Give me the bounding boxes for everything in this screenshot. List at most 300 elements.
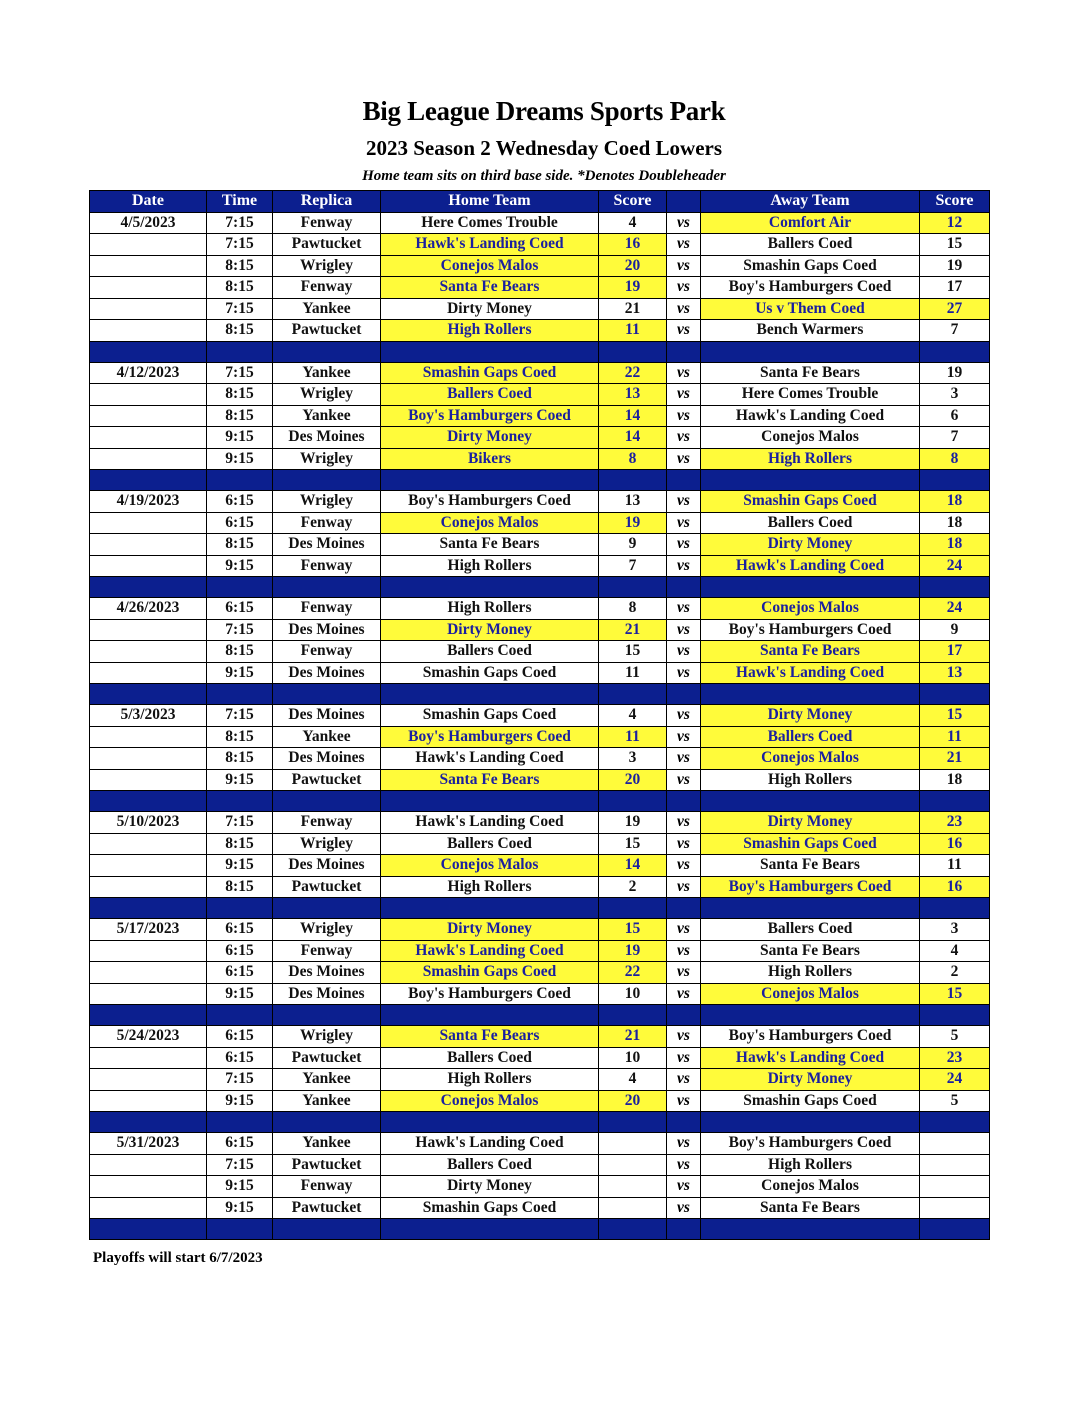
replica-cell: Yankee: [273, 405, 381, 427]
vs-cell: vs: [667, 983, 701, 1005]
separator-cell: [599, 1005, 667, 1026]
separator-cell: [90, 791, 207, 812]
separator-cell: [701, 1219, 920, 1240]
home-team-cell: Ballers Coed: [381, 1047, 599, 1069]
separator-cell: [381, 341, 599, 362]
vs-cell: vs: [667, 940, 701, 962]
vs-cell: vs: [667, 1090, 701, 1112]
home-team-cell: Dirty Money: [381, 298, 599, 320]
time-cell: 9:15: [207, 448, 273, 470]
away-score-cell: 11: [920, 855, 990, 877]
home-score-cell: 16: [599, 234, 667, 256]
replica-cell: Fenway: [273, 277, 381, 299]
away-score-cell: 7: [920, 320, 990, 342]
away-score-cell: 17: [920, 277, 990, 299]
away-score-cell: 17: [920, 641, 990, 663]
home-score-cell: 10: [599, 983, 667, 1005]
home-score-cell: [599, 1133, 667, 1155]
date-cell: [90, 427, 207, 449]
away-score-cell: 15: [920, 705, 990, 727]
separator-cell: [599, 1112, 667, 1133]
date-cell: [90, 983, 207, 1005]
vs-cell: vs: [667, 812, 701, 834]
away-team-cell: High Rollers: [701, 962, 920, 984]
home-team-cell: Dirty Money: [381, 1176, 599, 1198]
time-cell: 9:15: [207, 769, 273, 791]
game-row: [90, 1047, 990, 1069]
time-cell: 7:15: [207, 298, 273, 320]
away-team-cell: Boy's Hamburgers Coed: [701, 876, 920, 898]
away-score-cell: 23: [920, 812, 990, 834]
date-cell: 5/31/2023: [90, 1133, 207, 1155]
vs-cell: vs: [667, 769, 701, 791]
away-team-cell: Santa Fe Bears: [701, 1197, 920, 1219]
vs-cell: vs: [667, 362, 701, 384]
away-score-cell: 19: [920, 362, 990, 384]
separator-cell: [667, 1219, 701, 1240]
home-team-cell: Smashin Gaps Coed: [381, 1197, 599, 1219]
date-cell: [90, 255, 207, 277]
date-cell: [90, 405, 207, 427]
home-team-cell: Ballers Coed: [381, 1154, 599, 1176]
home-score-cell: 2: [599, 876, 667, 898]
separator-cell: [667, 1005, 701, 1026]
time-cell: 6:15: [207, 962, 273, 984]
away-team-cell: Santa Fe Bears: [701, 362, 920, 384]
separator-cell: [920, 577, 990, 598]
away-team-cell: Conejos Malos: [701, 598, 920, 620]
separator-cell: [599, 470, 667, 491]
time-cell: 9:15: [207, 427, 273, 449]
separator-cell: [90, 684, 207, 705]
week-separator: [90, 1219, 990, 1240]
away-score-cell: 19: [920, 255, 990, 277]
separator-cell: [701, 1005, 920, 1026]
game-row: [90, 726, 990, 748]
vs-cell: vs: [667, 512, 701, 534]
away-score-cell: 24: [920, 1069, 990, 1091]
away-score-cell: [920, 1133, 990, 1155]
week-separator: [90, 1005, 990, 1026]
game-row: [90, 234, 990, 256]
separator-cell: [90, 1112, 207, 1133]
time-cell: 9:15: [207, 983, 273, 1005]
home-team-cell: Hawk's Landing Coed: [381, 940, 599, 962]
col-home-team-header: Home Team: [381, 191, 599, 213]
vs-cell: vs: [667, 1047, 701, 1069]
away-team-cell: Hawk's Landing Coed: [701, 555, 920, 577]
week-separator: [90, 341, 990, 362]
date-cell: [90, 555, 207, 577]
time-cell: 8:15: [207, 277, 273, 299]
vs-cell: vs: [667, 1069, 701, 1091]
time-cell: 6:15: [207, 1133, 273, 1155]
date-cell: [90, 726, 207, 748]
vs-cell: vs: [667, 1154, 701, 1176]
home-score-cell: 14: [599, 427, 667, 449]
home-score-cell: 11: [599, 662, 667, 684]
away-team-cell: Dirty Money: [701, 705, 920, 727]
replica-cell: Yankee: [273, 1133, 381, 1155]
separator-cell: [920, 684, 990, 705]
away-team-cell: Santa Fe Bears: [701, 940, 920, 962]
date-cell: [90, 277, 207, 299]
home-score-cell: [599, 1176, 667, 1198]
home-team-cell: Smashin Gaps Coed: [381, 362, 599, 384]
replica-cell: Wrigley: [273, 919, 381, 941]
away-team-cell: Smashin Gaps Coed: [701, 833, 920, 855]
week-separator: [90, 791, 990, 812]
away-score-cell: 3: [920, 384, 990, 406]
away-team-cell: Boy's Hamburgers Coed: [701, 619, 920, 641]
vs-cell: vs: [667, 1133, 701, 1155]
away-team-cell: Hawk's Landing Coed: [701, 1047, 920, 1069]
separator-cell: [273, 791, 381, 812]
replica-cell: Yankee: [273, 726, 381, 748]
separator-cell: [90, 577, 207, 598]
home-team-cell: Dirty Money: [381, 919, 599, 941]
separator-cell: [90, 898, 207, 919]
date-cell: [90, 1047, 207, 1069]
date-cell: [90, 619, 207, 641]
separator-cell: [381, 577, 599, 598]
away-team-cell: Boy's Hamburgers Coed: [701, 1133, 920, 1155]
separator-cell: [920, 791, 990, 812]
game-row: [90, 855, 990, 877]
away-team-cell: High Rollers: [701, 769, 920, 791]
vs-cell: vs: [667, 748, 701, 770]
time-cell: 9:15: [207, 1090, 273, 1112]
away-score-cell: 24: [920, 555, 990, 577]
home-team-cell: Conejos Malos: [381, 1090, 599, 1112]
replica-cell: Des Moines: [273, 983, 381, 1005]
vs-cell: vs: [667, 255, 701, 277]
time-cell: 8:15: [207, 726, 273, 748]
separator-cell: [381, 791, 599, 812]
time-cell: 7:15: [207, 234, 273, 256]
home-team-cell: Dirty Money: [381, 619, 599, 641]
col-vs-header: [667, 191, 701, 213]
away-score-cell: 9: [920, 619, 990, 641]
date-cell: [90, 940, 207, 962]
home-team-cell: Hawk's Landing Coed: [381, 1133, 599, 1155]
home-score-cell: 19: [599, 812, 667, 834]
replica-cell: Fenway: [273, 512, 381, 534]
home-score-cell: 3: [599, 748, 667, 770]
separator-cell: [599, 577, 667, 598]
away-score-cell: 3: [920, 919, 990, 941]
away-score-cell: [920, 1154, 990, 1176]
vs-cell: vs: [667, 619, 701, 641]
time-cell: 9:15: [207, 555, 273, 577]
home-score-cell: 15: [599, 919, 667, 941]
time-cell: 6:15: [207, 940, 273, 962]
home-score-cell: 19: [599, 277, 667, 299]
away-score-cell: [920, 1176, 990, 1198]
away-team-cell: Us v Them Coed: [701, 298, 920, 320]
home-score-cell: 8: [599, 448, 667, 470]
col-time-header: Time: [207, 191, 273, 213]
replica-cell: Fenway: [273, 641, 381, 663]
date-cell: 4/5/2023: [90, 212, 207, 234]
separator-cell: [920, 470, 990, 491]
away-team-cell: Ballers Coed: [701, 512, 920, 534]
time-cell: 7:15: [207, 212, 273, 234]
replica-cell: Des Moines: [273, 748, 381, 770]
home-score-cell: 19: [599, 940, 667, 962]
home-score-cell: 10: [599, 1047, 667, 1069]
separator-cell: [207, 577, 273, 598]
separator-cell: [667, 898, 701, 919]
home-team-cell: Santa Fe Bears: [381, 1026, 599, 1048]
separator-cell: [90, 470, 207, 491]
replica-cell: Des Moines: [273, 427, 381, 449]
vs-cell: vs: [667, 555, 701, 577]
time-cell: 6:15: [207, 491, 273, 513]
home-score-cell: [599, 1154, 667, 1176]
week-separator: [90, 577, 990, 598]
away-score-cell: 5: [920, 1026, 990, 1048]
replica-cell: Wrigley: [273, 1026, 381, 1048]
date-cell: [90, 1197, 207, 1219]
time-cell: 7:15: [207, 362, 273, 384]
separator-cell: [599, 341, 667, 362]
game-row: [90, 362, 990, 384]
date-cell: [90, 534, 207, 556]
vs-cell: vs: [667, 641, 701, 663]
separator-cell: [381, 1112, 599, 1133]
replica-cell: Des Moines: [273, 705, 381, 727]
home-score-cell: 14: [599, 855, 667, 877]
time-cell: 7:15: [207, 705, 273, 727]
game-row: [90, 641, 990, 663]
week-separator: [90, 1112, 990, 1133]
replica-cell: Pawtucket: [273, 1197, 381, 1219]
date-cell: [90, 1069, 207, 1091]
replica-cell: Pawtucket: [273, 876, 381, 898]
home-team-cell: Hawk's Landing Coed: [381, 812, 599, 834]
date-cell: 5/10/2023: [90, 812, 207, 834]
away-team-cell: High Rollers: [701, 1154, 920, 1176]
separator-cell: [207, 1112, 273, 1133]
home-team-cell: Here Comes Trouble: [381, 212, 599, 234]
time-cell: 8:15: [207, 320, 273, 342]
separator-cell: [90, 341, 207, 362]
game-row: [90, 812, 990, 834]
home-score-cell: 19: [599, 512, 667, 534]
home-team-cell: Ballers Coed: [381, 833, 599, 855]
vs-cell: vs: [667, 427, 701, 449]
home-score-cell: 13: [599, 384, 667, 406]
vs-cell: vs: [667, 448, 701, 470]
replica-cell: Fenway: [273, 598, 381, 620]
home-score-cell: 11: [599, 320, 667, 342]
game-row: [90, 705, 990, 727]
col-date-header: Date: [90, 191, 207, 213]
date-cell: [90, 769, 207, 791]
separator-cell: [667, 684, 701, 705]
time-cell: 8:15: [207, 641, 273, 663]
date-cell: 5/17/2023: [90, 919, 207, 941]
separator-cell: [701, 341, 920, 362]
vs-cell: vs: [667, 384, 701, 406]
home-score-cell: 14: [599, 405, 667, 427]
week-separator: [90, 898, 990, 919]
time-cell: 7:15: [207, 619, 273, 641]
separator-cell: [381, 470, 599, 491]
separator-cell: [667, 341, 701, 362]
vs-cell: vs: [667, 662, 701, 684]
replica-cell: Fenway: [273, 212, 381, 234]
page-subtitle: 2023 Season 2 Wednesday Coed Lowers: [365, 136, 723, 160]
home-team-cell: Santa Fe Bears: [381, 277, 599, 299]
home-score-cell: 11: [599, 726, 667, 748]
date-cell: [90, 962, 207, 984]
separator-cell: [920, 1112, 990, 1133]
vs-cell: vs: [667, 534, 701, 556]
home-team-cell: Smashin Gaps Coed: [381, 705, 599, 727]
separator-cell: [381, 898, 599, 919]
replica-cell: Yankee: [273, 1069, 381, 1091]
replica-cell: Wrigley: [273, 491, 381, 513]
date-cell: 4/26/2023: [90, 598, 207, 620]
game-row: [90, 405, 990, 427]
game-row: [90, 1176, 990, 1198]
time-cell: 9:15: [207, 1176, 273, 1198]
home-team-cell: Bikers: [381, 448, 599, 470]
away-team-cell: Conejos Malos: [701, 983, 920, 1005]
vs-cell: vs: [667, 598, 701, 620]
home-team-cell: Boy's Hamburgers Coed: [381, 726, 599, 748]
separator-cell: [207, 1005, 273, 1026]
away-score-cell: 13: [920, 662, 990, 684]
away-score-cell: 6: [920, 405, 990, 427]
date-cell: 4/12/2023: [90, 362, 207, 384]
date-cell: [90, 855, 207, 877]
home-team-cell: Santa Fe Bears: [381, 769, 599, 791]
game-row: [90, 1069, 990, 1091]
date-cell: 5/24/2023: [90, 1026, 207, 1048]
time-cell: 9:15: [207, 1197, 273, 1219]
game-row: [90, 298, 990, 320]
separator-cell: [273, 341, 381, 362]
away-score-cell: 18: [920, 491, 990, 513]
away-team-cell: Comfort Air: [701, 212, 920, 234]
separator-cell: [701, 1112, 920, 1133]
time-cell: 8:15: [207, 833, 273, 855]
home-score-cell: 13: [599, 491, 667, 513]
time-cell: 8:15: [207, 748, 273, 770]
header-row: [90, 191, 990, 213]
separator-cell: [599, 898, 667, 919]
home-score-cell: 4: [599, 1069, 667, 1091]
separator-cell: [920, 341, 990, 362]
separator-cell: [667, 470, 701, 491]
away-team-cell: Smashin Gaps Coed: [701, 255, 920, 277]
home-team-cell: Hawk's Landing Coed: [381, 234, 599, 256]
vs-cell: vs: [667, 405, 701, 427]
game-row: [90, 962, 990, 984]
away-score-cell: 18: [920, 769, 990, 791]
separator-cell: [207, 898, 273, 919]
away-team-cell: Ballers Coed: [701, 726, 920, 748]
time-cell: 6:15: [207, 919, 273, 941]
vs-cell: vs: [667, 919, 701, 941]
home-team-cell: High Rollers: [381, 1069, 599, 1091]
home-team-cell: Boy's Hamburgers Coed: [381, 405, 599, 427]
away-team-cell: Smashin Gaps Coed: [701, 1090, 920, 1112]
home-score-cell: 7: [599, 555, 667, 577]
away-score-cell: 2: [920, 962, 990, 984]
away-score-cell: 16: [920, 876, 990, 898]
separator-cell: [273, 898, 381, 919]
replica-cell: Fenway: [273, 555, 381, 577]
game-row: [90, 940, 990, 962]
page-title: Big League Dreams Sports Park: [362, 96, 726, 126]
vs-cell: vs: [667, 726, 701, 748]
away-score-cell: [920, 1197, 990, 1219]
home-score-cell: [599, 1197, 667, 1219]
replica-cell: Wrigley: [273, 833, 381, 855]
separator-cell: [599, 791, 667, 812]
replica-cell: Yankee: [273, 362, 381, 384]
replica-cell: Fenway: [273, 940, 381, 962]
away-score-cell: 23: [920, 1047, 990, 1069]
replica-cell: Pawtucket: [273, 234, 381, 256]
home-team-cell: Conejos Malos: [381, 855, 599, 877]
separator-cell: [920, 1005, 990, 1026]
vs-cell: vs: [667, 277, 701, 299]
vs-cell: vs: [667, 705, 701, 727]
vs-cell: vs: [667, 833, 701, 855]
away-score-cell: 27: [920, 298, 990, 320]
home-team-cell: Dirty Money: [381, 427, 599, 449]
col-replica-header: Replica: [273, 191, 381, 213]
home-score-cell: 20: [599, 769, 667, 791]
replica-cell: Des Moines: [273, 662, 381, 684]
date-cell: [90, 298, 207, 320]
separator-cell: [207, 341, 273, 362]
replica-cell: Des Moines: [273, 855, 381, 877]
separator-cell: [599, 684, 667, 705]
game-row: [90, 833, 990, 855]
away-score-cell: 21: [920, 748, 990, 770]
game-row: [90, 427, 990, 449]
away-score-cell: 8: [920, 448, 990, 470]
time-cell: 7:15: [207, 812, 273, 834]
date-cell: 5/3/2023: [90, 705, 207, 727]
schedule-table: [89, 190, 990, 1240]
game-row: [90, 512, 990, 534]
home-team-cell: Smashin Gaps Coed: [381, 662, 599, 684]
game-row: [90, 384, 990, 406]
date-cell: [90, 748, 207, 770]
away-team-cell: Smashin Gaps Coed: [701, 491, 920, 513]
away-team-cell: Bench Warmers: [701, 320, 920, 342]
game-row: [90, 769, 990, 791]
time-cell: 7:15: [207, 1154, 273, 1176]
away-score-cell: 24: [920, 598, 990, 620]
away-team-cell: Boy's Hamburgers Coed: [701, 277, 920, 299]
time-cell: 8:15: [207, 405, 273, 427]
away-team-cell: Dirty Money: [701, 534, 920, 556]
separator-cell: [273, 577, 381, 598]
home-team-cell: High Rollers: [381, 320, 599, 342]
separator-cell: [701, 898, 920, 919]
vs-cell: vs: [667, 212, 701, 234]
away-score-cell: 12: [920, 212, 990, 234]
home-team-cell: High Rollers: [381, 876, 599, 898]
